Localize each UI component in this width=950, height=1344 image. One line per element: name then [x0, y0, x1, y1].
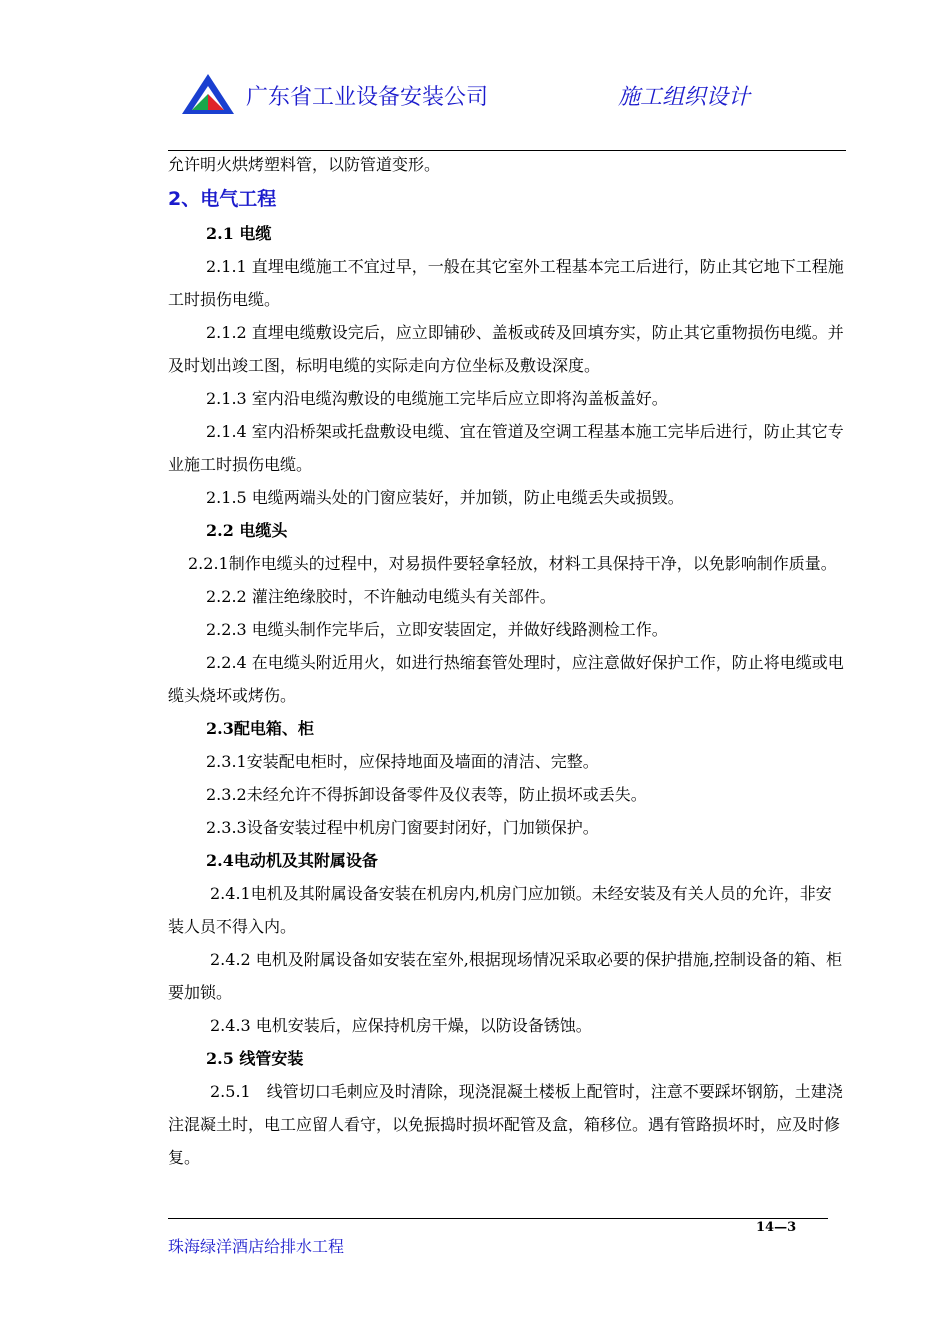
paragraph: 允许明火烘烤塑料管，以防管道变形。 [168, 155, 441, 174]
section-heading: 2、电气工程 [168, 188, 277, 210]
paragraph: 2.3.3设备安装过程中机房门窗要封闭好，门加锁保护。 [206, 818, 599, 837]
paragraph: 2.2.3 电缆头制作完毕后，立即安装固定，并做好线路测检工作。 [206, 620, 668, 639]
document-body [168, 148, 846, 1174]
paragraph: 2.2.2 灌注绝缘胶时，不许触动电缆头有关部件。 [206, 587, 556, 606]
subsection-heading: 2.4电动机及其附属设备 [206, 851, 378, 870]
paragraph: 2.3.2未经允许不得拆卸设备零件及仪表等，防止损坏或丢失。 [206, 785, 647, 804]
subsection-heading: 2.3配电箱、柜 [206, 719, 314, 738]
paragraph: 2.1.5 电缆两端头处的门窗应装好，并加锁，防止电缆丢失或损毁。 [206, 488, 684, 507]
subsection-heading: 2.5 线管安装 [206, 1049, 304, 1068]
paragraph: 2.5.1 线管切口毛刺应及时清除，现浇混凝土楼板上配管时，注意不要踩坏钢筋，土建浇注混凝土时，电工应留人看守，以免振捣时损坏配管及盒，箱移位。遇有管路损坏时，应及时修复。 [168, 1082, 843, 1167]
paragraph: 2.1.4 室内沿桥架或托盘敷设电缆、宜在管道及空调工程基本施工完毕后进行，防止其它专业施工时损伤电缆。 [168, 422, 844, 474]
page-header [180, 72, 850, 122]
paragraph: 2.4.3 电机安装后，应保持机房干燥，以防设备锈蚀。 [210, 1016, 592, 1035]
footer-rule [168, 1218, 828, 1219]
company-logo-icon [180, 72, 236, 116]
project-name: 珠海绿洋酒店给排水工程 [168, 1237, 345, 1256]
paragraph: 2.4.2 电机及附属设备如安装在室外,根据现场情况采取必要的保护措施,控制设备的箱、柜要加锁。 [168, 950, 842, 1002]
company-name: 广东省工业设备安装公司 [246, 85, 489, 110]
subsection-heading: 2.2 电缆头 [206, 521, 288, 540]
paragraph: 2.1.2 直埋电缆敷设完后，应立即铺砂、盖板或砖及回填夯实，防止其它重物损伤电缆。并及时划出竣工图，标明电缆的实际走向方位坐标及敷设深度。 [168, 323, 844, 375]
paragraph: 2.2.1制作电缆头的过程中，对易损件要轻拿轻放，材料工具保持干净，以免影响制作质量。 [188, 554, 837, 573]
paragraph: 2.3.1安装配电柜时，应保持地面及墙面的清洁、完整。 [206, 752, 599, 771]
subsection-heading: 2.1 电缆 [206, 224, 272, 243]
paragraph: 2.4.1电机及其附属设备安装在机房内,机房门应加锁。未经安装及有关人员的允许，非安装人员不得入内。 [168, 884, 832, 936]
paragraph: 2.2.4 在电缆头附近用火，如进行热缩套管处理时，应注意做好保护工作，防止将电缆或电缆头烧坏或烤伤。 [168, 653, 844, 705]
paragraph: 2.1.3 室内沿电缆沟敷设的电缆施工完毕后应立即将沟盖板盖好。 [206, 389, 668, 408]
document-title: 施工组织设计 [618, 85, 751, 110]
page-number: 14—3 [756, 1220, 797, 1235]
paragraph: 2.1.1 直埋电缆施工不宜过早，一般在其它室外工程基本完工后进行，防止其它地下工程施工时损伤电缆。 [168, 257, 844, 309]
